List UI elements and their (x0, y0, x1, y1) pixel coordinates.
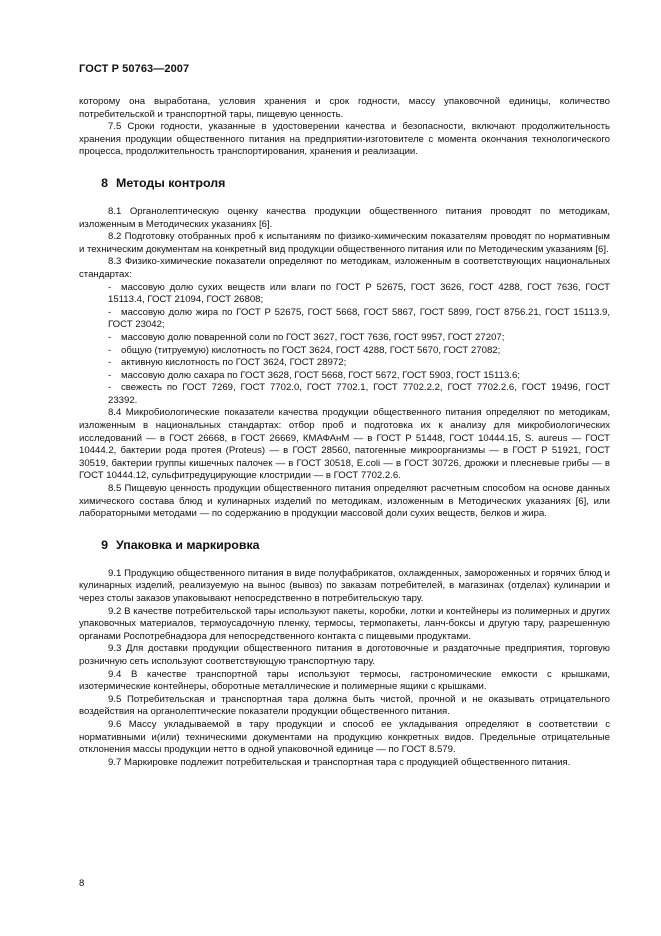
paragraph-9-7: 9.7 Маркировке подлежит потребительская и транспортная тара с продукцией общественного питания. (108, 756, 571, 768)
paragraph-7-cont: которому она выработана, условия хранения и срок годности, массу упаковочной единицы, количество потребительской и транспортной тары, пищевую ценность. (79, 96, 610, 120)
section-9-title: Упаковка и маркировка (116, 537, 260, 552)
paragraph-8-4: 8.4 Микробиологические показатели качества продукции общественного питания определяют по методикам, изложенным в национальных стандартах: отбор проб и подготовка их к анализу для микробиологических исследований — в ГОСТ 26668, в ГОСТ 26669, КМАФАнМ — в ГОСТ Р 51448, ГОСТ 10444.15, S. aureus — ГОСТ 10444.2, бактерии рода протея (Proteus) — в ГОСТ 28560, патогенные микроорганизмы — в ГОСТ Р 51921, ГОСТ 30519, бактерии группы кишечных палочек — в ГОСТ 30518, E.coli — в ГОСТ 30726, дрожжи и плесневые грибы — в ГОСТ 10444.12, сульфитредуцирующие клостридии — в ГОСТ 7702.2.6. (79, 407, 610, 482)
paragraph-8-3: 8.3 Физико-химические показатели определяют по методикам, изложенным в соответствующих национальных стандартах: (79, 256, 610, 280)
section-8-number: 8 (101, 175, 108, 190)
section-9-heading (79, 538, 610, 553)
list-item: - общую (титруемую) кислотность по ГОСТ 3624, ГОСТ 4288, ГОСТ 5670, ГОСТ 27082; (108, 344, 501, 356)
paragraph-9-1: 9.1 Продукцию общественного питания в виде полуфабрикатов, охлажденных, замороженных и горячих блюд и кулинарных изделий, реализуемую на вынос (вывоз) по заказам потребителей, в магазинах (отделах) кулинарии и через столы заказов упаковывают непосредственно в потребительскую тару. (79, 567, 610, 604)
list-item: - свежесть по ГОСТ 7269, ГОСТ 7702.0, ГОСТ 7702.1, ГОСТ 7702.2.2, ГОСТ 7702.2.6, ГОСТ 19496, ГОСТ 23392. (108, 382, 610, 406)
paragraph-9-5: 9.5 Потребительская и транспортная тара должна быть чистой, прочной и не оказывать отрицательного воздействия на органолептические показатели продукции общественного питания. (79, 693, 610, 718)
paragraph-8-5: 8.5 Пищевую ценность продукции общественного питания определяют расчетным способом на основе данных химического состава блюд и кулинарных изделий по методикам, изложенным в Методических указаниях [6], или лабораторными методами — по содержанию в продукции массовой доли сухих веществ, белков и жира. (79, 483, 610, 520)
page-number: 8 (79, 878, 85, 889)
paragraph-9-4: 9.4 В качестве транспортной тары используют термосы, гастрономические емкости с крышками, изотермические контейнеры, оборотные металлические и полимерные ящики с крышками. (79, 668, 610, 693)
paragraph-7-5: 7.5 Сроки годности, указанные в удостоверении качества и безопасности, включают продолжительность хранения продукции общественного питания на предприятии-изготовителе с момента окончания технологического процесса, продолжительность транспортирования, хранения и реализации. (79, 121, 610, 158)
paragraph-9-2: 9.2 В качестве потребительской тары используют пакеты, коробки, лотки и контейнеры из полимерных и других упаковочных материалов, термоусадочную пленку, термосы, термопакеты, ланч-боксы и другую тару, разрешенную органами Роспотребнадзора для непосредственного контакта с пищевыми продуктами. (79, 605, 610, 642)
list-item: - массовую долю жира по ГОСТ Р 52675, ГОСТ 5668, ГОСТ 5867, ГОСТ 5899, ГОСТ 8756.21, ГОСТ 15113.9, ГОСТ 23042; (108, 306, 610, 331)
paragraph-8-2: 8.2 Подготовку отобранных проб к испытаниям по физико-химическим показателям проводят по нормативным и техническим документам на конкретный вид продукции общественного питания или по Методическим указаниям [6]. (79, 231, 610, 255)
list-item: - активную кислотность по ГОСТ 3624, ГОСТ 28972; (108, 357, 347, 369)
list-item: - массовую долю поваренной соли по ГОСТ 3627, ГОСТ 7636, ГОСТ 9957, ГОСТ 27207; (108, 331, 505, 343)
list-item: - массовую долю сухих веществ или влаги по ГОСТ Р 52675, ГОСТ 3626, ГОСТ 4288, ГОСТ 7636, ГОСТ 15113.4, ГОСТ 21094, ГОСТ 26808; (108, 281, 610, 306)
section-9-number: 9 (101, 537, 108, 552)
section-8-heading (79, 176, 610, 191)
section-8-title: Методы контроля (116, 175, 226, 190)
paragraph-9-6: 9.6 Массу укладываемой в тару продукции и способ ее укладывания определяют в соответствии с нормативными и(или) техническими документами на продукцию конкретных видов. Предельные отрицательные отклонения массы продукции нетто в одной упаковочной единице — по ГОСТ 8.579. (79, 718, 610, 756)
document-header: ГОСТ Р 50763—2007 (79, 63, 190, 75)
list-item: - массовую долю сахара по ГОСТ 3628, ГОСТ 5668, ГОСТ 5672, ГОСТ 5903, ГОСТ 15113.6; (108, 369, 520, 381)
paragraph-8-1: 8.1 Органолептическую оценку качества продукции общественного питания проводят по методикам, изложенным в Методических указаниях [6]. (79, 205, 610, 230)
paragraph-9-3: 9.3 Для доставки продукции общественного питания в доготовочные и раздаточные предприятия, торговую розничную сеть используют соответствующую транспортную тару. (79, 643, 610, 667)
document-body (79, 96, 610, 769)
